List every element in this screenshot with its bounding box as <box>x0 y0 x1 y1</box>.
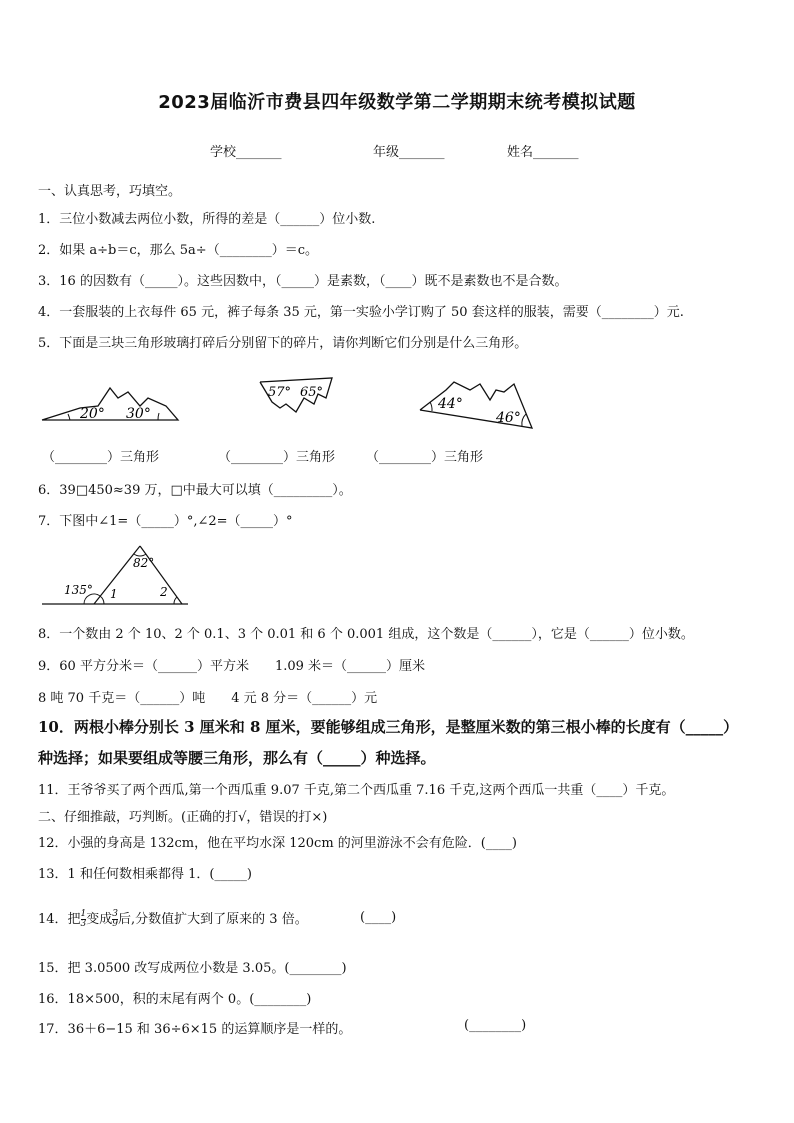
angle-20-label: 20° <box>80 406 105 422</box>
triangle-answer-2: （________）三角形 <box>218 450 336 465</box>
angle-30-label: 30° <box>126 406 151 422</box>
question-12: 12．小强的身高是 132cm，他在平均水深 120cm 的河里游泳不会有危险．(____) <box>38 836 517 851</box>
triangle-answer-3: （________）三角形 <box>366 450 484 465</box>
angle-2-label: 2 <box>160 585 168 599</box>
q14-suffix: 后,分数值扩大到了原来的 3 倍。 <box>118 912 308 927</box>
fraction-three-ninths: $\frac{3}{9}$ <box>112 909 119 929</box>
triangle-fragment-3 <box>418 378 538 430</box>
section-1-heading: 一、认真思考，巧填空。 <box>38 184 182 199</box>
question-13: 13．1 和任何数相乘都得 1．(_____) <box>38 867 252 882</box>
q14-prefix: 14．把 <box>38 912 81 927</box>
question-5: 5．下面是三块三角形玻璃打碎后分别留下的碎片，请你判断它们分别是什么三角形。 <box>38 336 528 351</box>
grade-field: 年级_______ <box>373 145 445 160</box>
question-4: 4．一套服装的上衣每件 65 元，裤子每条 35 元，第一实验小学订购了 50 套这样的服装，需要（________）元. <box>38 305 684 320</box>
angle-triangle-figure <box>40 542 190 608</box>
question-6: 6．39□450≈39 万，□中最大可以填（_________）。 <box>38 483 352 498</box>
section-2-heading: 二、仔细推敲，巧判断。(正确的打√，错误的打×) <box>38 810 328 825</box>
question-10a: 10．两根小棒分别长 3 厘米和 8 厘米，要能够组成三角形，是整厘米数的第三根小棒的长度有（_____） <box>38 718 739 736</box>
angle-46-label: 46° <box>496 410 521 426</box>
question-14 <box>38 908 308 929</box>
q17-answer-blank: (________) <box>464 1018 527 1033</box>
angle-82-label: 82° <box>133 556 155 570</box>
school-field: 学校_______ <box>210 145 282 160</box>
question-9b: 8 吨 70 千克＝（______）吨 4 元 8 分＝（______）元 <box>38 691 378 706</box>
q14-mid: 变成 <box>86 912 113 927</box>
angle-44-label: 44° <box>438 396 463 412</box>
question-10b: 种选择；如果要组成等腰三角形，那么有（_____）种选择。 <box>38 749 436 767</box>
triangle-fragment-1 <box>40 378 180 423</box>
question-15: 15．把 3.0500 改写成两位小数是 3.05。(________) <box>38 961 347 976</box>
name-field: 姓名_______ <box>507 145 579 160</box>
question-8: 8．一个数由 2 个 10、2 个 0.1、3 个 0.01 和 6 个 0.001 组成，这个数是（______），它是（______）位小数。 <box>38 627 694 642</box>
angle-1-label: 1 <box>110 587 118 601</box>
angle-135-label: 135° <box>64 583 93 597</box>
question-17: 17．36＋6−15 和 36÷6×15 的运算顺序是一样的。 <box>38 1022 352 1037</box>
q14-answer-blank: (____) <box>360 910 397 925</box>
triangle-answer-1: （________）三角形 <box>42 450 160 465</box>
angle-65-label: 65° <box>300 385 324 400</box>
fraction-one-third: $\frac{1}{3}$ <box>80 909 87 929</box>
angle-57-label: 57° <box>268 385 292 400</box>
question-1: 1．三位小数减去两位小数，所得的差是（______）位小数. <box>38 212 376 227</box>
triangle-fragment-2 <box>256 376 336 416</box>
question-2: 2．如果 a÷b＝c，那么 5a÷（________）＝c。 <box>38 243 318 258</box>
question-9a: 9．60 平方分米＝（______）平方米 1.09 米＝（______）厘米 <box>38 659 426 674</box>
page-title: 2023届临沂市费县四年级数学第二学期期末统考模拟试题 <box>158 92 636 113</box>
question-3: 3．16 的因数有（_____）。这些因数中，（_____）是素数，（____）既不是素数也不是合数。 <box>38 274 568 289</box>
question-16: 16．18×500，积的末尾有两个 0。(________) <box>38 992 312 1007</box>
question-7: 7．下图中∠1=（_____）°,∠2=（_____）° <box>38 514 293 529</box>
question-11: 11．王爷爷买了两个西瓜,第一个西瓜重 9.07 千克,第二个西瓜重 7.16 千克,这两个西瓜一共重（____）千克。 <box>38 783 675 798</box>
